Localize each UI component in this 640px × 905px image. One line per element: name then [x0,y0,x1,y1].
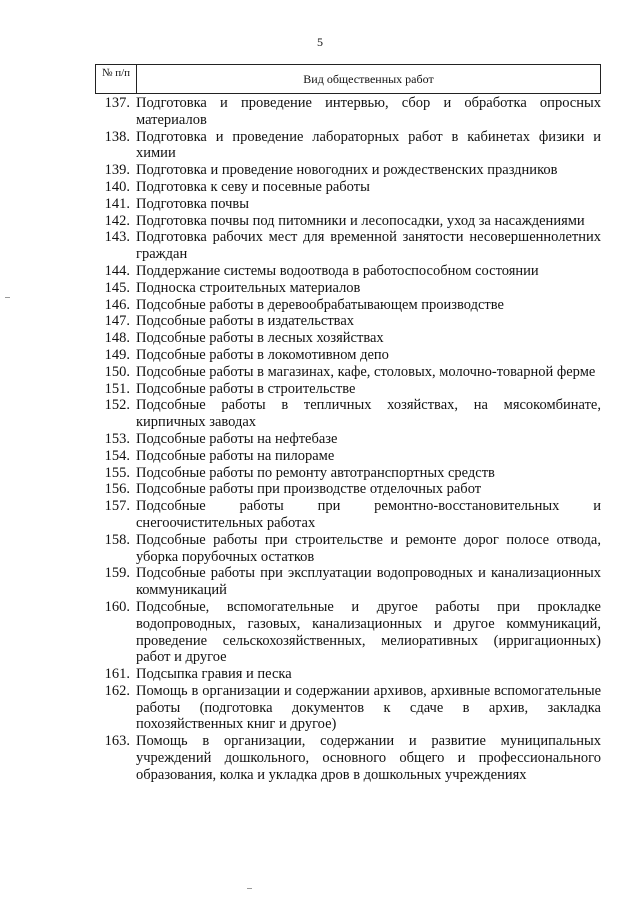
scan-margin-mark [5,297,10,298]
item-text: Помощь в организации, содержании и развитие муниципальных учреждений дошкольного, основного общего и профессионального образования, колка и укладка дров в дошкольных учреждениях [136,733,601,783]
list-item [95,733,601,783]
list-item [95,364,601,381]
list-item [95,95,601,129]
list-item [95,297,601,314]
item-text: Подсобные работы в строительстве [136,380,356,397]
item-number: 150. [104,363,130,380]
list-item [95,599,601,666]
item-number: 139. [104,162,130,179]
list-item [95,196,601,213]
list-item [95,532,601,566]
list-item [95,683,601,733]
item-number: 155. [104,464,130,481]
item-text: Подсобные работы в тепличных хозяйствах, на мясокомбинате, кирпичных заводах [136,397,601,431]
list-item [95,179,601,196]
item-number: 156. [104,481,130,498]
item-number: 163. [104,733,130,750]
item-text: Подготовка почвы [136,195,249,212]
list-item [95,263,601,280]
item-number: 162. [104,682,130,699]
item-text: Подсобные работы в издательствах [136,313,355,330]
item-text: Подсобные, вспомогательные и другое работы при прокладке водопроводных, газовых, канализационных и другое коммуникаций, проведение сельскохозяйственных, мелиоративных (ирригационных) работ и другое [136,598,601,666]
list-item [95,129,601,163]
item-number: 157. [104,498,130,515]
item-number: 147. [104,313,130,330]
page-number: 5 [317,35,323,49]
item-number: 148. [104,330,130,347]
list-item [95,330,601,347]
item-text: Подсобные работы в лесных хозяйствах [136,330,384,347]
item-text: Подсыпка гравия и песка [136,666,292,683]
list-item [95,229,601,263]
item-number: 159. [104,565,130,582]
scan-footer-mark [247,888,252,889]
item-text: Подготовка к севу и посевные работы [136,178,370,195]
table-header [95,64,601,94]
list-item [95,465,601,482]
item-text: Подсобные работы в деревообрабатывающем производстве [136,296,504,313]
item-text: Подготовка и проведение новогодних и рождественских праздников [136,162,558,179]
item-text: Подсобные работы при эксплуатации водопроводных и канализационных коммуникаций [136,565,601,599]
list-item [95,280,601,297]
item-text: Поддержание системы водоотвода в работоспособном состоянии [136,262,539,279]
item-number: 149. [104,346,130,363]
item-number: 151. [104,380,130,397]
item-number: 160. [104,598,130,615]
item-text: Подготовка рабочих мест для временной занятости несовершеннолетних граждан [136,229,601,263]
item-text: Подсобные работы при ремонтно-восстановительных и снегоочистительных работах [136,498,601,531]
item-number: 146. [104,296,130,313]
item-text: Подсобные работы в локомотивном депо [136,346,389,363]
item-number: 154. [104,447,130,464]
item-number: 142. [104,212,130,229]
item-number: 143. [104,229,130,246]
item-text: Помощь в организации и содержании архивов, архивные вспомогательные работы (подготовка документов к сдаче в архив, закладка похозяйственных книг и другое) [136,682,601,733]
item-number: 158. [104,531,130,548]
item-text: Подноска строительных материалов [136,279,361,296]
item-number: 137. [104,95,130,111]
item-number: 152. [104,397,130,414]
item-number: 145. [104,279,130,296]
item-text: Подготовка и проведение интервью, сбор и обработка опросных материалов [136,95,601,128]
item-number: 153. [104,430,130,447]
item-text: Подсобные работы по ремонту автотранспортных средств [136,464,495,481]
list-item [95,397,601,431]
list-item [95,313,601,330]
list-item [95,448,601,465]
list-item [95,162,601,179]
item-text: Подсобные работы на нефтебазе [136,430,338,447]
item-number: 138. [104,128,130,145]
item-text: Подсобные работы на пилораме [136,447,335,464]
list-item [95,481,601,498]
item-number: 144. [104,262,130,279]
list-item [95,565,601,599]
item-number: 141. [104,195,130,212]
list-item [95,213,601,230]
item-text: Подготовка и проведение лабораторных работ в кабинетах физики и химии [136,128,601,162]
item-number: 161. [104,666,130,683]
list-item [95,347,601,364]
list-item [95,498,601,532]
item-text: Подсобные работы при производстве отделочных работ [136,481,482,498]
list-item [95,666,601,683]
column-header-title: Вид общественных работ [303,72,434,86]
list-item [95,381,601,398]
works-list [95,95,601,784]
column-header-number: № п/п [96,65,137,93]
item-text: Подготовка почвы под питомники и лесопосадки, уход за насаждениями [136,212,585,229]
list-item [95,431,601,448]
item-text: Подсобные работы при строительстве и ремонте дорог полосе отвода, уборка порубочных остатков [136,531,601,565]
item-number: 140. [104,178,130,195]
item-text: Подсобные работы в магазинах, кафе, столовых, молочно-товарной ферме [136,363,596,380]
